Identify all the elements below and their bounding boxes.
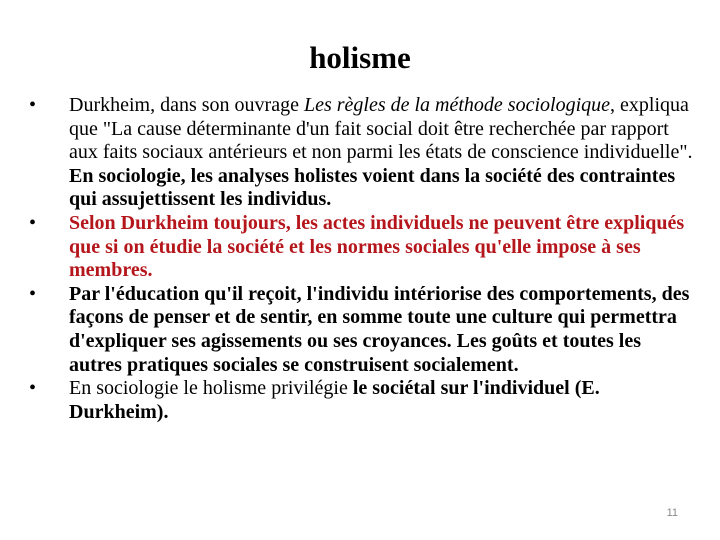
bullet-1-text: Durkheim, dans son ouvrage: [69, 94, 304, 116]
slide-title: holisme: [309, 40, 411, 75]
bullet-1-bold-text: En sociologie, les analyses holistes voient dans la société des contraintes qui assujettissent les individus.: [69, 164, 676, 211]
bullet-4-bold-text: le sociétal sur l'individuel (E. Durkheim).: [69, 377, 600, 423]
bullet-3-bold-text: Par l'éducation qu'il reçoit, l'individu intériorise des comportements, des façons de penser et de sentir, en somme toute une culture qui permettra d'expliquer ses agissements ou ses croyances. Les goûts et toutes les autres pratiques sociales se construisent socialement.: [69, 282, 690, 376]
page-number: 11: [666, 507, 678, 519]
bullet-1-italic-book-title: Les règles de la méthode sociologique: [303, 94, 611, 116]
bullet-list: [29, 94, 697, 424]
bullet-1-text-rest: , expliqua que "La cause déterminante d'un fait social doit être recherchée par rapport aux faits sociaux antérieurs et non parmi les états de conscience individuelle".: [69, 94, 693, 164]
bullet-dot: •: [29, 211, 37, 234]
bullet-dot: •: [29, 377, 37, 400]
bullet-item-4: [29, 377, 697, 424]
bullet-dot: •: [29, 282, 37, 305]
bullet-item-1: [29, 94, 697, 212]
bullet-item-3: [29, 283, 697, 377]
bullet-2-red-text: Selon Durkheim toujours, les actes individuels ne peuvent être expliqués que si on étudie la société et les normes sociales qu'elle impose à ses membres.: [69, 211, 685, 282]
bullet-item-2: [29, 212, 697, 283]
bullet-4-text: En sociologie le holisme privilégie: [69, 377, 353, 400]
bullet-dot: •: [29, 94, 37, 116]
